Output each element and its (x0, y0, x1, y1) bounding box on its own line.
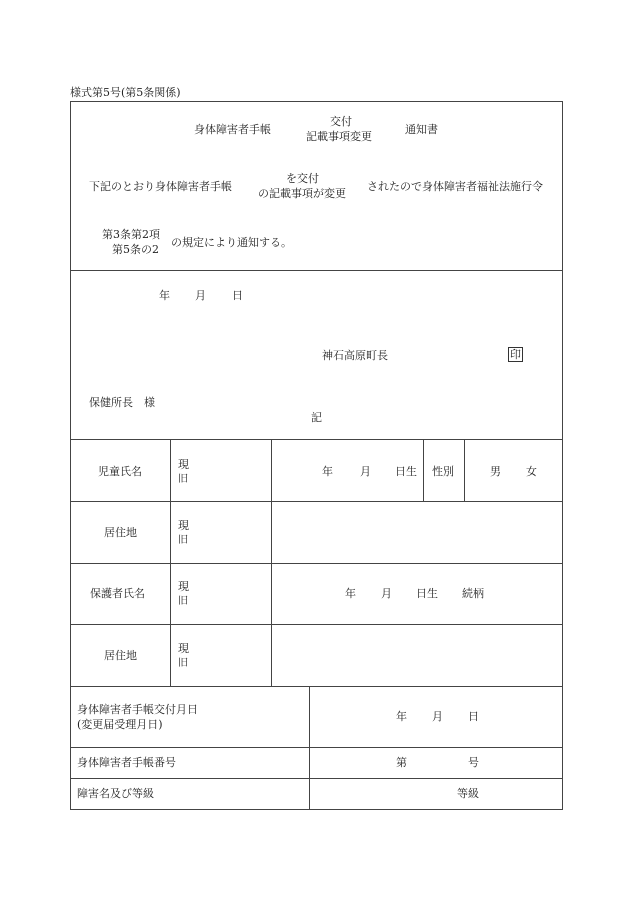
former-mark: 旧 (178, 596, 188, 607)
seal-mark: 印 (510, 348, 521, 361)
current-mark: 現 (178, 642, 189, 655)
addressee: 保健所長 様 (89, 396, 155, 409)
divider (70, 686, 563, 687)
issue-date-label: 身体障害者手帳交付月日 (77, 703, 198, 716)
guardian-name-label: 保護者氏名 (90, 587, 145, 600)
date-year: 年 (159, 289, 170, 302)
date-month: 月 (195, 289, 206, 302)
divider (170, 439, 171, 686)
change-date-label: (変更届受理月日) (77, 718, 163, 731)
title-stack-top: 交付 (330, 115, 352, 128)
divider (70, 563, 563, 564)
divider (70, 501, 563, 502)
divider (271, 439, 272, 686)
guardian-birth-day: 日生 (416, 587, 438, 600)
divider (70, 439, 563, 440)
former-mark: 旧 (178, 535, 188, 546)
title-left: 身体障害者手帳 (194, 123, 271, 136)
body-line1-right: されたので身体障害者福祉法施行令 (367, 180, 543, 193)
grade-label: 等級 (457, 787, 479, 800)
issue-date-day: 日 (468, 710, 479, 723)
title-right: 通知書 (405, 123, 438, 136)
body-line1-stack-bottom: の記載事項が変更 (258, 187, 346, 200)
current-mark: 現 (178, 519, 189, 532)
guardian-birth-year: 年 (345, 587, 356, 600)
relationship-label: 続柄 (462, 587, 484, 600)
divider (70, 747, 563, 748)
child-birth-day: 日生 (395, 465, 417, 478)
child-birth-year: 年 (322, 465, 333, 478)
title-stack-bottom: 記載事項変更 (306, 130, 372, 143)
divider (70, 624, 563, 625)
record-mark: 記 (311, 411, 322, 424)
disability-label: 障害名及び等級 (77, 787, 154, 800)
body-line1-left: 下記のとおり身体障害者手帳 (89, 180, 232, 193)
sex-label: 性別 (432, 465, 454, 478)
body-line1-stack-top: を交付 (286, 172, 319, 185)
current-mark: 現 (178, 458, 189, 471)
number-prefix: 第 (396, 756, 407, 769)
body-line2-stack-top: 第3条第2項 (102, 228, 160, 241)
divider (70, 778, 563, 779)
sex-male: 男 (490, 465, 501, 478)
divider (423, 439, 424, 501)
body-line2-stack-bottom: 第5条の2 (112, 243, 159, 256)
current-mark: 現 (178, 580, 189, 593)
number-suffix: 号 (468, 756, 479, 769)
handbook-number-label: 身体障害者手帳番号 (77, 756, 176, 769)
date-day: 日 (232, 289, 243, 302)
sex-female: 女 (526, 465, 537, 478)
issue-date-month: 月 (432, 710, 443, 723)
residence2-label: 居住地 (104, 649, 137, 662)
divider (70, 270, 563, 271)
issuer: 神石高原町長 (322, 349, 388, 362)
issue-date-year: 年 (396, 710, 407, 723)
residence-label: 居住地 (104, 526, 137, 539)
former-mark: 旧 (178, 474, 188, 485)
form-number: 様式第5号(第5条関係) (70, 86, 181, 99)
child-name-label: 児童氏名 (98, 465, 142, 478)
former-mark: 旧 (178, 658, 188, 669)
divider (464, 439, 465, 501)
guardian-birth-month: 月 (381, 587, 392, 600)
divider (309, 686, 310, 810)
body-line2-right: の規定により通知する。 (171, 236, 292, 249)
child-birth-month: 月 (360, 465, 371, 478)
